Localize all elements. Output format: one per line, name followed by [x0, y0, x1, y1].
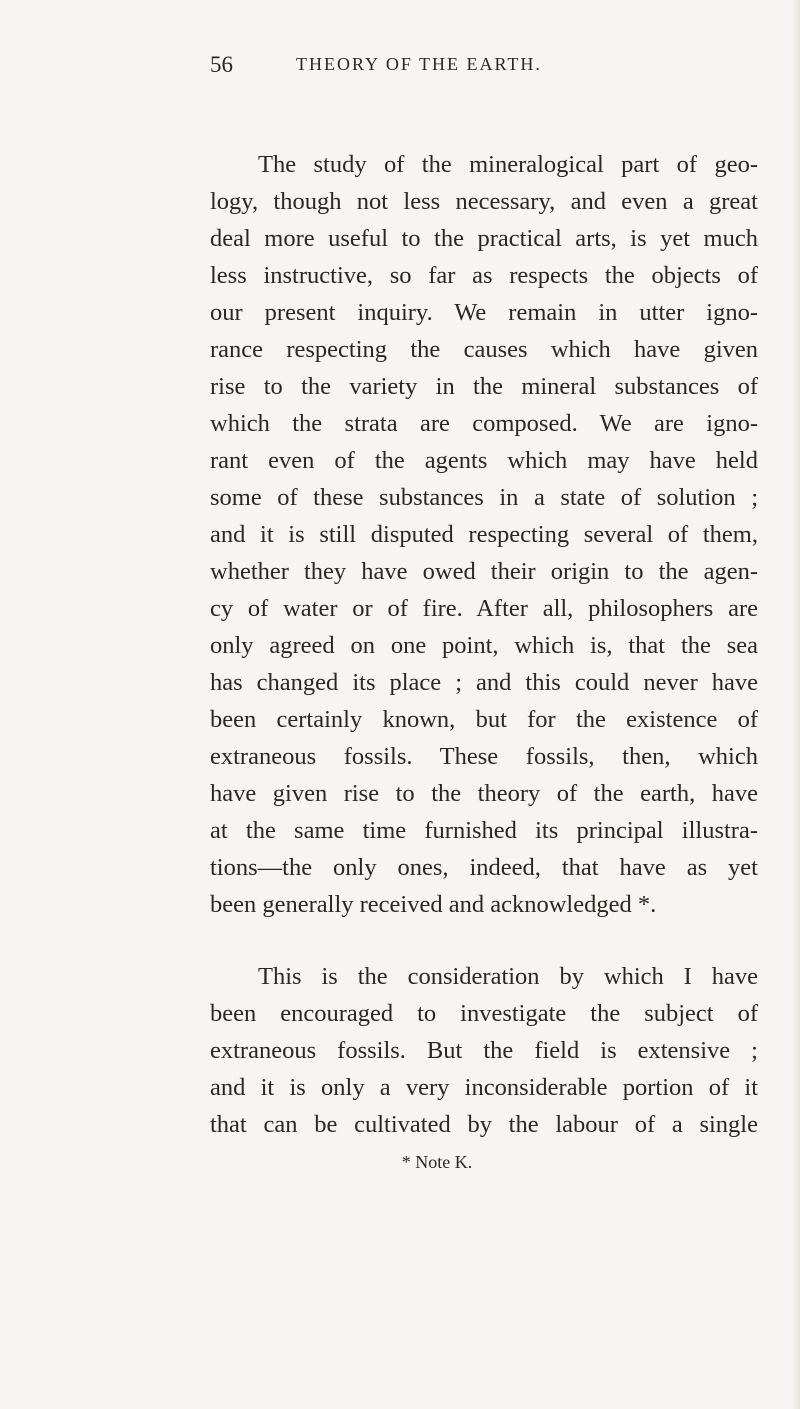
page-number: 56 — [210, 52, 233, 77]
text-line: only agreed on one point, which is, that the sea — [210, 632, 758, 659]
footnote-text: * Note K. — [401, 1152, 473, 1172]
text-line: rise to the variety in the mineral substances of — [210, 373, 758, 400]
text-line: that can be cultivated by the labour of a single — [210, 1111, 758, 1138]
body-text — [210, 146, 758, 1143]
text-line: been generally received and acknowledged *. — [210, 891, 657, 918]
text-line: been certainly known, but for the existence of — [210, 706, 758, 733]
text-line: less instructive, so far as respects the objects of — [210, 262, 758, 289]
text-line: some of these substances in a state of solution ; — [210, 484, 758, 511]
text-line: rance respecting the causes which have given — [210, 336, 758, 363]
text-line: The study of the mineralogical part of geo- — [258, 151, 758, 178]
text-line: extraneous fossils. These fossils, then, which — [210, 743, 758, 770]
text-line: have given rise to the theory of the earth, have — [210, 780, 758, 807]
text-line: whether they have owed their origin to the agen- — [210, 558, 758, 585]
text-line: has changed its place ; and this could never have — [210, 669, 758, 696]
text-line: tions—the only ones, indeed, that have as yet — [210, 854, 758, 881]
text-line: been encouraged to investigate the subject of — [210, 1000, 758, 1027]
paragraph-2 — [210, 958, 758, 1143]
text-line: logy, though not less necessary, and even a great — [210, 188, 758, 215]
text-line: and it is still disputed respecting several of them, — [210, 521, 758, 548]
text-line: which the strata are composed. We are igno- — [210, 410, 758, 437]
text-line: and it is only a very inconsiderable portion of it — [210, 1074, 758, 1101]
text-line: at the same time furnished its principal illustra- — [210, 817, 758, 844]
running-title: THEORY OF THE EARTH. — [296, 54, 542, 74]
text-line: rant even of the agents which may have held — [210, 447, 758, 474]
text-line: our present inquiry. We remain in utter igno- — [210, 299, 758, 326]
text-line: extraneous fossils. But the field is extensive ; — [210, 1037, 758, 1064]
text-line: cy of water or of fire. After all, philosophers are — [210, 595, 758, 622]
text-line: deal more useful to the practical arts, is yet much — [210, 225, 758, 252]
paragraph-1 — [210, 146, 758, 923]
footnote — [0, 1152, 800, 1173]
page-header — [0, 52, 800, 82]
page-edge — [792, 0, 800, 1409]
text-line: This is the consideration by which I have — [258, 963, 758, 990]
